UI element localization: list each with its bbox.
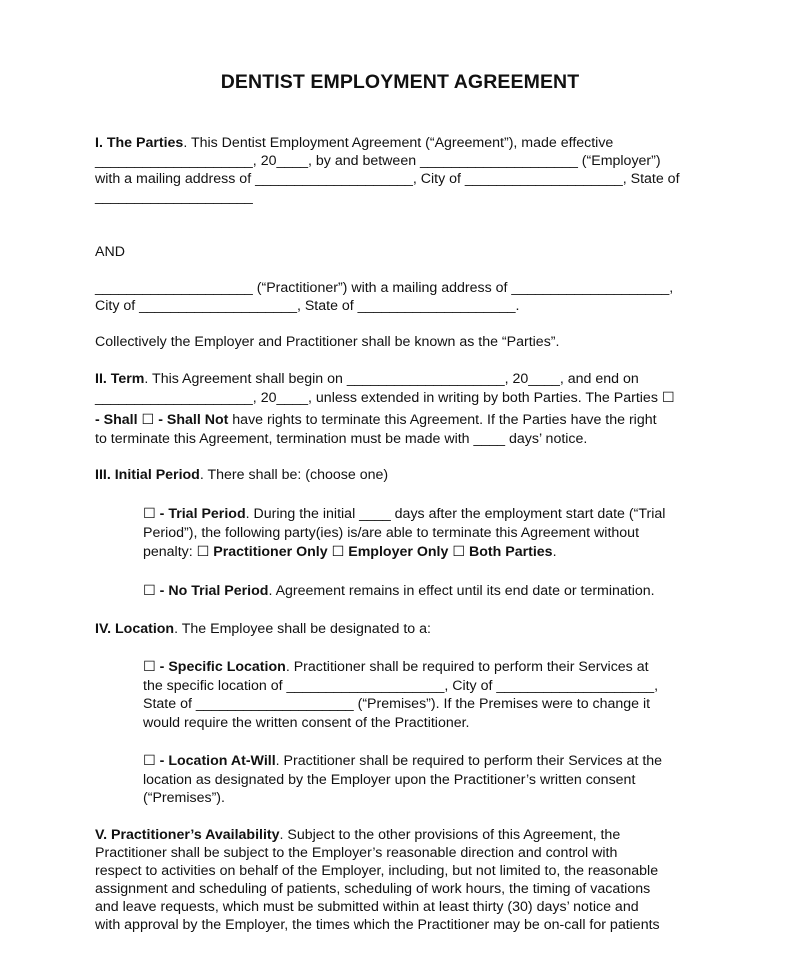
availability-line-1: V. Practitioner’s Availability. Subject to the other provisions of this Agreement, the [95, 827, 621, 843]
location-line: IV. Location. The Employee shall be designated to a: [95, 621, 431, 637]
and-line: AND [95, 244, 125, 260]
collectively-line: Collectively the Employer and Practitioner shall be known as the “Parties”. [95, 334, 560, 350]
initial-period-heading: III. Initial Period [95, 467, 200, 483]
parties-line-1: I. The Parties. This Dentist Employment Agreement (“Agreement”), made effective [95, 135, 614, 151]
specific-location-line-2: the specific location of ____________________, City of ____________________, [143, 678, 659, 694]
availability-line-6: with approval by the Employer, the times which the Practitioner may be on-call for patients [95, 917, 660, 933]
availability-line-2: Practitioner shall be subject to the Employer’s reasonable direction and control with [95, 845, 618, 861]
practitioner-line-1: ____________________ (“Practitioner”) with a mailing address of ____________________, [95, 280, 674, 296]
availability-heading: V. Practitioner’s Availability [95, 827, 280, 843]
term-line-4: to terminate this Agreement, termination must be made with ____ days’ notice. [95, 431, 588, 447]
specific-location-line-1: ☐ - Specific Location. Practitioner shall be required to perform their Services at [143, 659, 649, 675]
specific-location-line-4: would require the written consent of the Practitioner. [143, 715, 470, 731]
term-line-2: ____________________, 20____, unless extended in writing by both Parties. The Parties ☐ [95, 390, 675, 406]
practitioner-line-2: City of ____________________, State of ____________________. [95, 298, 520, 314]
trial-period-line-2: Period”), the following party(ies) is/are able to terminate this Agreement without [143, 525, 640, 541]
trial-period-line-1: ☐ - Trial Period. During the initial ____ days after the employment start date (“Trial [143, 506, 666, 522]
term-heading: II. Term [95, 371, 145, 387]
document-title: DENTIST EMPLOYMENT AGREEMENT [220, 71, 580, 93]
availability-line-5: and leave requests, which must be submitted within at least thirty (30) days’ notice and [95, 899, 639, 915]
trial-period-line-3: penalty: ☐ Practitioner Only ☐ Employer Only ☐ Both Parties. [143, 544, 557, 560]
parties-line-3: with a mailing address of ____________________, City of ____________________, State of [95, 171, 680, 187]
availability-line-3: respect to activities on behalf of the Employer, including, but not limited to, the reasonable [95, 863, 659, 879]
location-at-will-line-3: (“Premises”). [143, 790, 225, 806]
location-heading: IV. Location [95, 621, 175, 637]
specific-location-line-3: State of ____________________ (“Premises”). If the Premises were to change it [143, 696, 651, 712]
no-trial-period-line: ☐ - No Trial Period. Agreement remains in effect until its end date or termination. [143, 583, 655, 599]
parties-heading: I. The Parties [95, 135, 184, 151]
term-line-3: - Shall ☐ - Shall Not have rights to terminate this Agreement. If the Parties have the right [95, 412, 657, 428]
parties-line-2: ____________________, 20____, by and between ____________________ (“Employer”) [95, 153, 661, 169]
location-at-will-line-2: location as designated by the Employer upon the Practitioner’s written consent [143, 772, 636, 788]
initial-period-line: III. Initial Period. There shall be: (choose one) [95, 467, 389, 483]
availability-line-4: assignment and scheduling of patients, scheduling of work hours, the timing of vacations [95, 881, 651, 897]
location-at-will-line-1: ☐ - Location At-Will. Practitioner shall be required to perform their Services at the [143, 753, 663, 769]
parties-line-4: ____________________ [95, 189, 253, 205]
term-line-1: II. Term. This Agreement shall begin on ____________________, 20____, and end on [95, 371, 639, 387]
